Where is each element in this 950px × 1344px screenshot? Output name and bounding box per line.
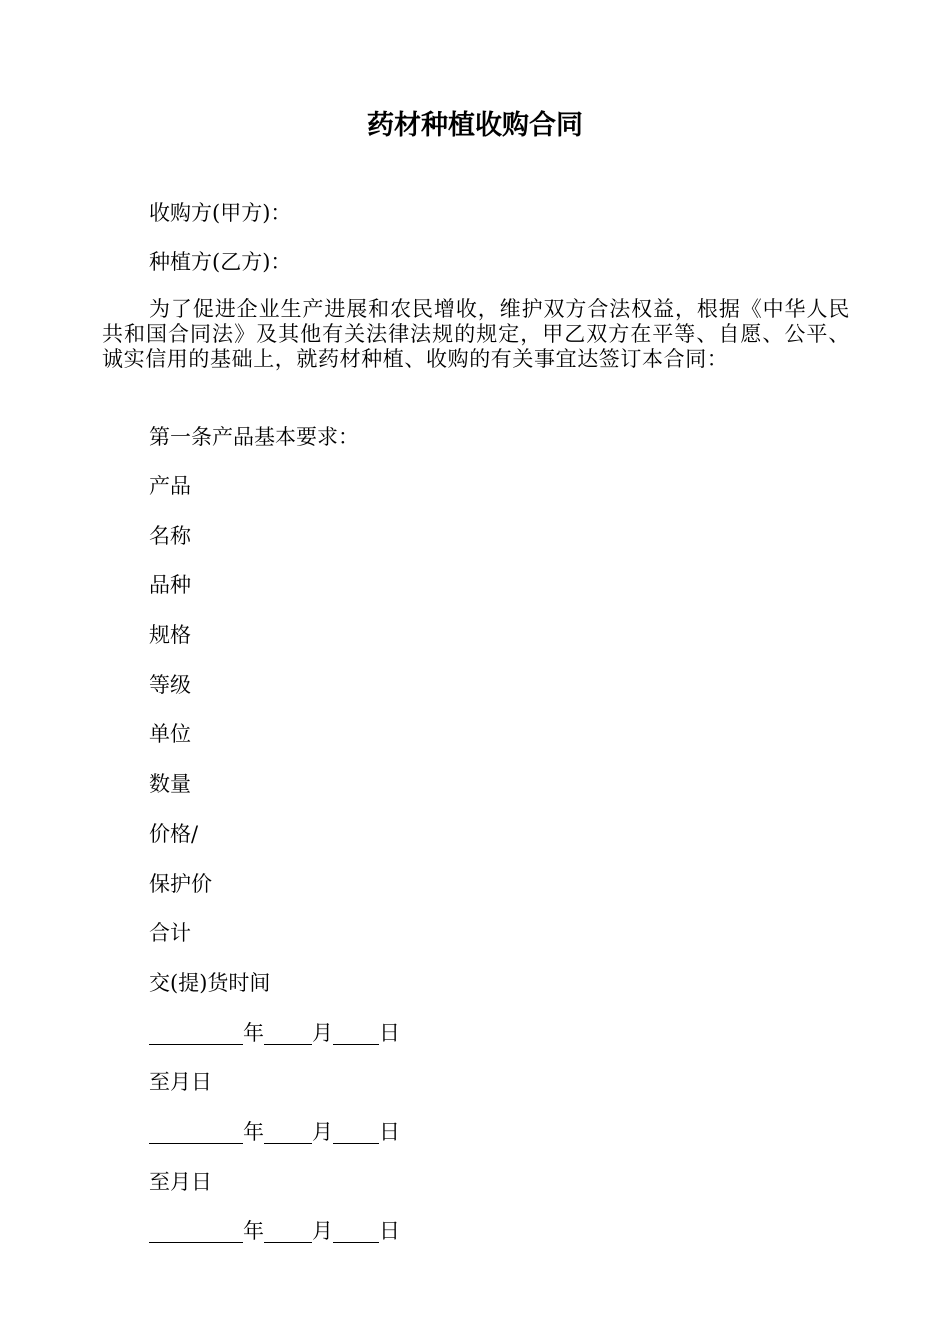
article-1-heading: 第一条产品基本要求： xyxy=(149,425,359,449)
year-label: 年 xyxy=(243,1021,264,1045)
day-blank[interactable] xyxy=(333,1121,379,1144)
month-blank[interactable] xyxy=(264,1022,312,1045)
field-price: 价格/ xyxy=(149,822,199,846)
field-unit: 单位 xyxy=(149,722,191,746)
month-label: 月 xyxy=(312,1219,333,1243)
year-blank[interactable] xyxy=(149,1121,243,1144)
buyer-party-line: 收购方(甲方)： xyxy=(149,201,292,225)
to-date-label-2: 至月日 xyxy=(149,1170,212,1194)
field-variety: 品种 xyxy=(149,573,191,597)
field-protection-price: 保护价 xyxy=(149,872,212,896)
intro-paragraph: 为了促进企业生产进展和农民增收，维护双方合法权益，根据《中华人民共和国合同法》及其他有关法律法规的规定，甲乙双方在平等、自愿、公平、诚实信用的基础上，就药材种植、收购的有关事宜达签订本合同： xyxy=(102,297,850,371)
month-blank[interactable] xyxy=(264,1121,312,1144)
month-blank[interactable] xyxy=(264,1220,312,1243)
day-blank[interactable] xyxy=(333,1220,379,1243)
date-line-3 xyxy=(149,1216,400,1246)
month-label: 月 xyxy=(312,1021,333,1045)
field-grade: 等级 xyxy=(149,673,191,697)
year-blank[interactable] xyxy=(149,1220,243,1243)
document-title: 药材种植收购合同 xyxy=(367,110,583,141)
field-total: 合计 xyxy=(149,921,191,945)
day-label: 日 xyxy=(379,1021,400,1045)
grower-party-line: 种植方(乙方)： xyxy=(149,250,292,274)
year-blank[interactable] xyxy=(149,1022,243,1045)
month-label: 月 xyxy=(312,1120,333,1144)
field-name: 名称 xyxy=(149,524,191,548)
field-product: 产品 xyxy=(149,474,191,498)
date-line-2 xyxy=(149,1117,400,1147)
date-line-1 xyxy=(149,1018,400,1048)
to-date-label-1: 至月日 xyxy=(149,1070,212,1094)
field-quantity: 数量 xyxy=(149,772,191,796)
field-delivery-time: 交(提)货时间 xyxy=(149,971,271,995)
day-blank[interactable] xyxy=(333,1022,379,1045)
year-label: 年 xyxy=(243,1120,264,1144)
day-label: 日 xyxy=(379,1120,400,1144)
field-spec: 规格 xyxy=(149,623,191,647)
day-label: 日 xyxy=(379,1219,400,1243)
year-label: 年 xyxy=(243,1219,264,1243)
